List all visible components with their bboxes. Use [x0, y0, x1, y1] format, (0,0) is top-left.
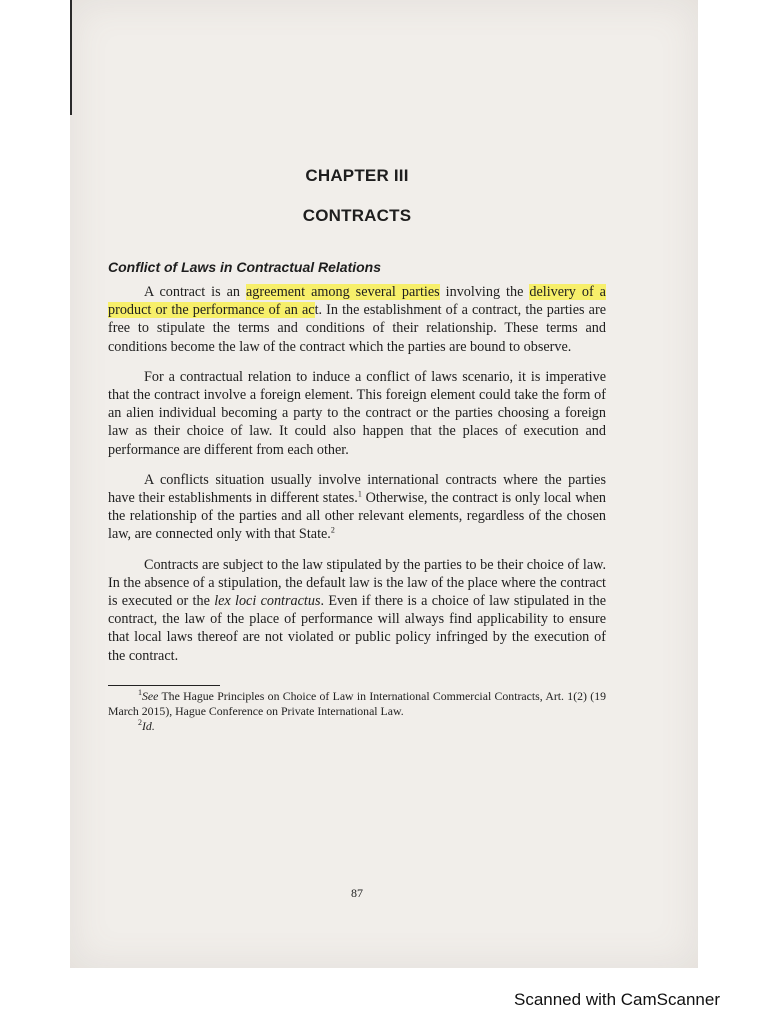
chapter-number: CHAPTER III: [305, 166, 409, 185]
p1-text-a: A contract is an: [144, 284, 246, 300]
footnote-2: [108, 719, 606, 734]
chapter-title: CONTRACTS: [302, 206, 412, 225]
footnotes: [108, 685, 606, 734]
page-number: 87: [351, 886, 363, 900]
page-content: [108, 166, 606, 734]
binding-edge-line: [70, 0, 72, 115]
footnote-1-see: See: [142, 688, 159, 703]
highlight-2: delivery of a product or the performance of an ac: [108, 284, 606, 319]
footnote-2-text: Id.: [142, 718, 155, 733]
paragraph-3: [108, 471, 606, 544]
footnote-1-number: 1: [138, 687, 142, 697]
footnote-ref-1: 1: [357, 489, 362, 499]
p3-text-a: A conflicts situation usually involve international contracts where the parties have their establishments in different states.: [108, 471, 606, 507]
footnote-2-number: 2: [138, 717, 142, 727]
p4-text-b: . Even if there is a choice of law stipulated in the contract, the law of the place of performance will always find applicability to ensure that local laws thereof are not violated or public policy infringed by the execution of the contract.: [108, 593, 606, 664]
p4-text-a: Contracts are subject to the law stipulated by the parties to be their choice of law. In the absence of a stipulation, the default law is the law of the place where the contract is executed or the: [108, 556, 606, 610]
highlight-1: agreement among several parties: [246, 284, 440, 300]
footnote-ref-2: 2: [330, 525, 335, 535]
camscanner-watermark: Scanned with CamScanner: [513, 990, 720, 1009]
footnote-1: [108, 689, 606, 719]
footnote-1-text: The Hague Principles on Choice of Law in International Commercial Contracts, Art. 1(2) (19 March 2015), Hague Conference on Private International Law.: [108, 688, 606, 718]
footnote-rule: [108, 685, 220, 686]
section-heading: Conflict of Laws in Contractual Relations: [108, 259, 382, 275]
paragraph-4: [108, 556, 606, 665]
paragraph-2: For a contractual relation to induce a conflict of laws scenario, it is imperative that the contract involve a foreign element. This foreign element could take the form of an alien individual becoming a party to the contract or the parties choosing a foreign law as their choice of law. It could also happen that the places of execution and performance are different from each other.: [108, 368, 606, 458]
p1-text-c: t. In the establishment of a contract, the parties are free to stipulate the terms and conditions of their relationship. These terms and conditions become the law of the contract which the parties are bound to observe.: [108, 302, 606, 355]
p3-text-b: Otherwise, the contract is only local when the relationship of the parties and all other relevant elements, regardless of the chosen law, are connected only with that State.: [108, 490, 606, 543]
p4-italic-term: lex loci contractus: [214, 593, 321, 610]
paragraph-1: [108, 283, 606, 356]
p1-text-b: involving the: [439, 284, 530, 300]
